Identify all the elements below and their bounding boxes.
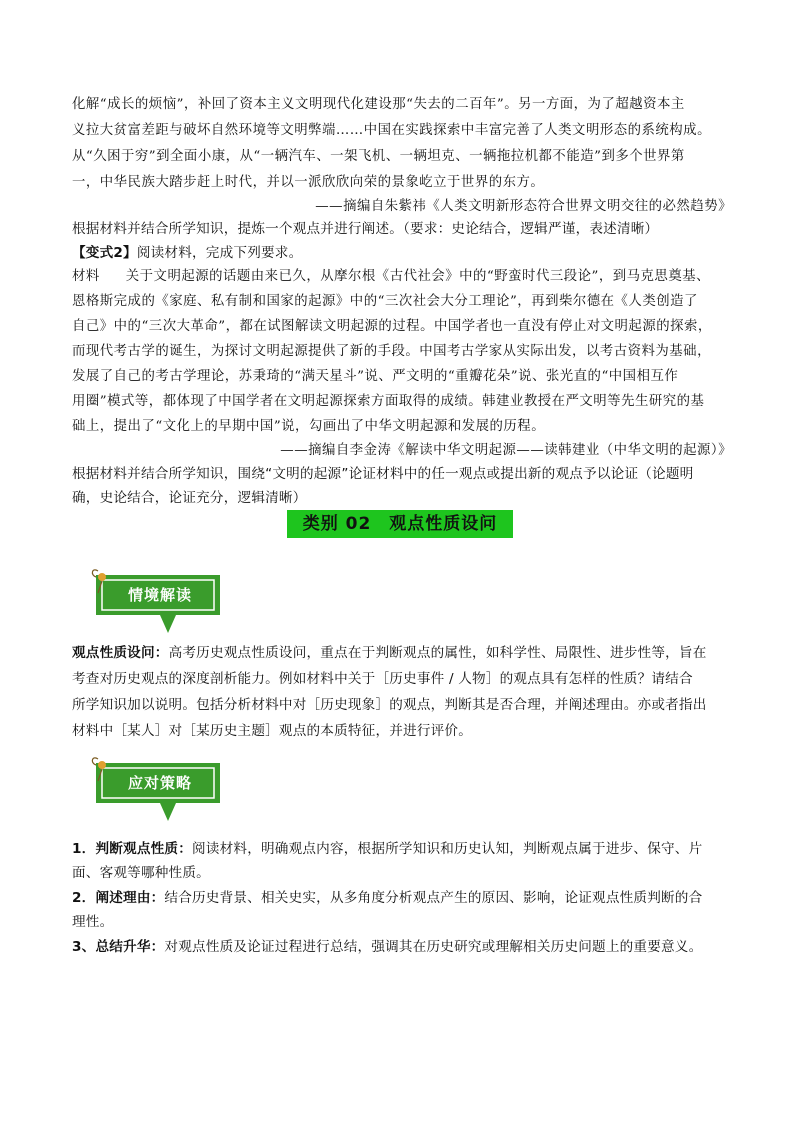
section-banner-context bbox=[88, 567, 228, 643]
material-line: 恩格斯完成的《家庭、私有制和国家的起源》中的“三次社会大分工理论”，再到柴尔德在《人类创造了 bbox=[72, 294, 698, 309]
material-line: 发展了自己的考古学理论，苏秉琦的“满天星斗”说、严文明的“重瓣花朵”说、张光直的“中国相互作 bbox=[72, 369, 679, 384]
variant-instruction: 阅读材料，完成下列要求。 bbox=[136, 245, 303, 261]
strategy-title: 2．阐述理由： bbox=[72, 890, 165, 906]
material-citation: ——摘编自李金涛《解读中华文明起源——读韩建业（中华文明的起源）》 bbox=[280, 443, 732, 458]
question-text: 确，史论结合，论证充分，逻辑清晰） bbox=[72, 490, 307, 506]
strategy-text: 对观点性质及论证过程进行总结，强调其在历史研究或理解相关历史问题上的重要意义。 bbox=[164, 939, 703, 955]
context-term: 观点性质设问： bbox=[72, 645, 169, 661]
material-line: 化解“成长的烦恼”，补回了资本主义文明现代化建设那“失去的二百年”。另一方面，为了超越资本主 bbox=[72, 97, 685, 112]
material-line: 义拉大贫富差距与破坏自然环境等文明弊端……中国在实践探索中丰富完善了人类文明形态的系统构成。 bbox=[72, 123, 711, 138]
material-citation: ——摘编自朱紫祎《人类文明新形态符合世界文明交往的必然趋势》 bbox=[315, 199, 732, 214]
context-line: 所学知识加以说明。包括分析材料中对［历史现象］的观点，判断其是否合理，并阐述理由。亦或者指出 bbox=[72, 697, 707, 713]
material-line: 一，中华民族大踏步赶上时代，并以一派欣欣向荣的景象屹立于世界的东方。 bbox=[72, 175, 545, 190]
variant-heading bbox=[72, 242, 732, 264]
strategy-text: 面、客观等哪种性质。 bbox=[72, 865, 210, 881]
banner-label: 情境解读 bbox=[127, 586, 192, 604]
context-line bbox=[72, 642, 732, 664]
strategy-item bbox=[72, 887, 732, 909]
question-text: 根据材料并结合所学知识，围绕“文明的起源”论证材料中的任一观点或提出新的观点予以论证（论题明 bbox=[72, 466, 694, 482]
context-line: 材料中［某人］对［某历史主题］观点的本质特征，并进行评价。 bbox=[72, 723, 473, 739]
material-label: 材料 bbox=[72, 269, 100, 284]
strategy-title: 1．判断观点性质： bbox=[72, 841, 193, 857]
material-line: 自己》中的“三次大革命”，都在试图解读文明起源的过程。中国学者也一直没有停止对文明起源的探索， bbox=[72, 319, 712, 334]
context-text: 高考历史观点性质设问，重点在于判断观点的属性，如科学性、局限性、进步性等，旨在 bbox=[168, 645, 707, 661]
question-text: 根据材料并结合所学知识，提炼一个观点并进行阐述。（要求：史论结合，逻辑严谨，表述清晰） bbox=[72, 221, 659, 237]
strategy-title: 3、总结升华： bbox=[72, 939, 165, 955]
material-line bbox=[72, 266, 732, 288]
strategy-text: 理性。 bbox=[72, 914, 114, 930]
banner-label: 应对策略 bbox=[127, 774, 192, 792]
strategy-text: 结合历史背景、相关史实，从多角度分析观点产生的原因、影响，论证观点性质判断的合 bbox=[164, 890, 703, 906]
strategy-item bbox=[72, 936, 732, 958]
material-text: 关于文明起源的话题由来已久，从摩尔根《古代社会》中的“野蛮时代三段论”，到马克思奠基、 bbox=[125, 269, 710, 284]
material-line: 而现代考古学的诞生，为探讨文明起源提供了新的手段。中国考古学家从实际出发，以考古资料为基础， bbox=[72, 344, 711, 359]
section-banner-strategy bbox=[88, 755, 228, 831]
strategy-item bbox=[72, 838, 732, 860]
strategy-text: 阅读材料，明确观点内容，根据所学知识和历史认知，判断观点属于进步、保守、片 bbox=[192, 841, 703, 857]
category-title: 类别 02 观点性质设问 bbox=[287, 510, 513, 538]
variant-label: 【变式2】 bbox=[72, 245, 137, 261]
material-line: 础上，提出了“文化上的早期中国”说，勾画出了中华文明起源和发展的历程。 bbox=[72, 419, 546, 434]
context-line: 考查对历史观点的深度剖析能力。例如材料中关于［历史事件 / 人物］的观点具有怎样的性质？请结合 bbox=[72, 671, 693, 687]
material-line: 从“久困于穷”到全面小康，从“一辆汽车、一架飞机、一辆坦克、一辆拖拉机都不能造”到多个世界第 bbox=[72, 149, 685, 164]
material-line: 用圈”模式等，都体现了中国学者在文明起源探索方面取得的成绩。韩建业教授在严文明等先生研究的基 bbox=[72, 394, 705, 409]
